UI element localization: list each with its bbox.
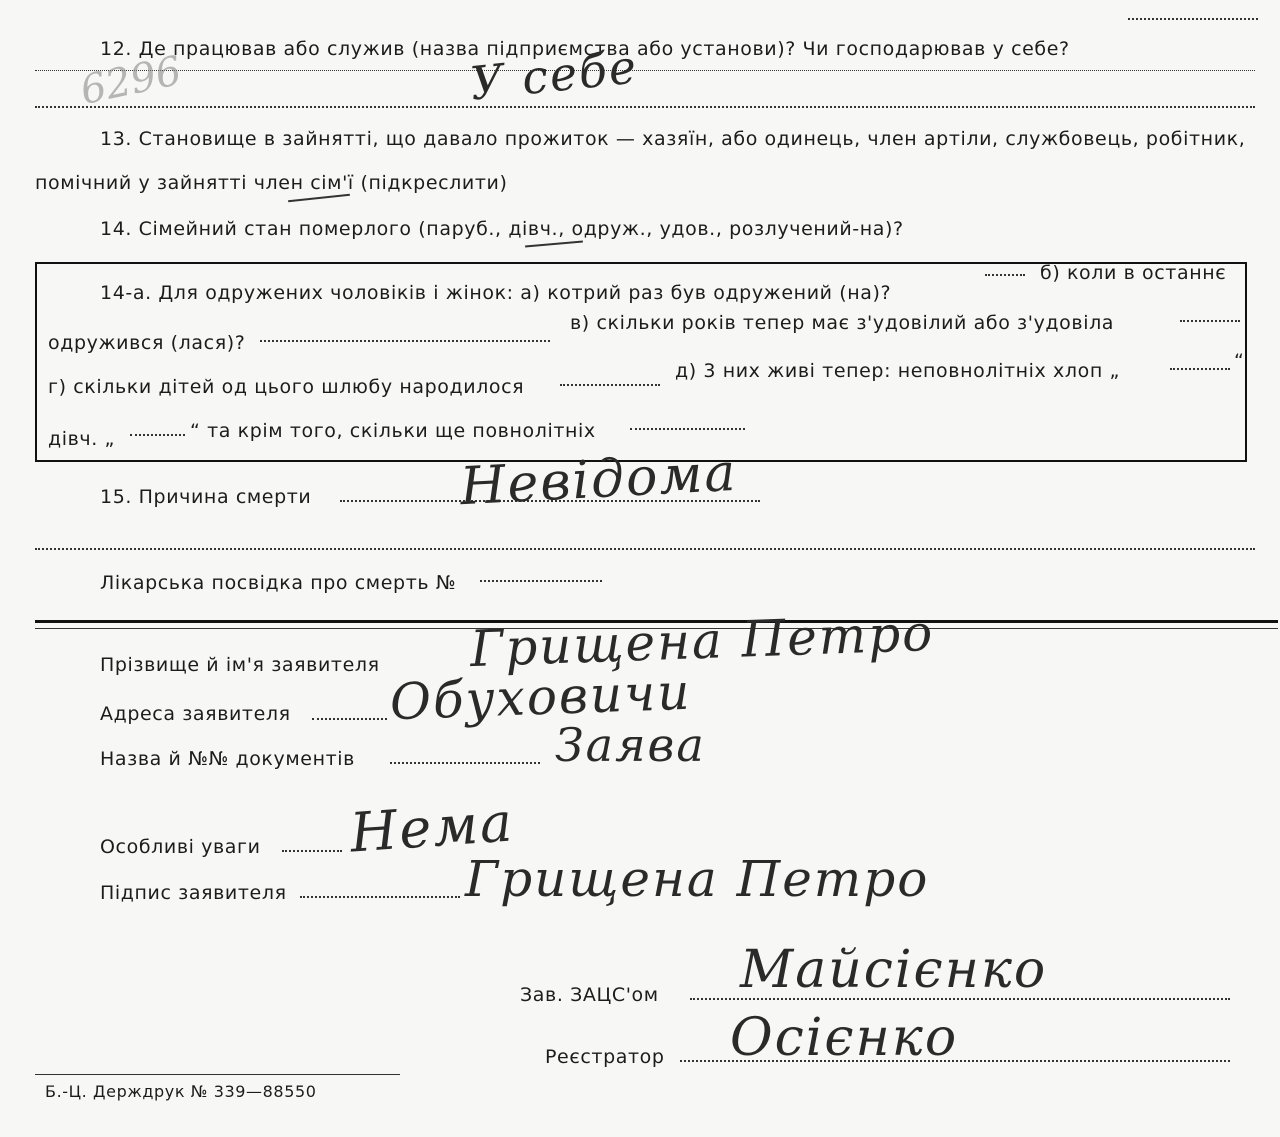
q14a-line4-b: “ та крім того, скільки ще повнолітніх xyxy=(190,420,596,442)
q13-underline-member xyxy=(288,194,350,202)
q14a-line1-a: 14-а. Для одружених чоловіків і жінок: а) котрий раз був одружений (на)? xyxy=(100,282,892,304)
applicant-address-label: Адреса заявителя xyxy=(100,703,291,725)
applicant-signature: Грищена Петро xyxy=(465,850,930,908)
special-notes-handwritten: Нема xyxy=(348,790,517,865)
footer-rule xyxy=(35,1074,400,1075)
registrar-label: Реєстратор xyxy=(545,1046,665,1068)
applicant-signature-line[interactable] xyxy=(300,896,460,898)
registry-head-label: Зав. ЗАЦС'ом xyxy=(520,984,659,1006)
q14a-line1-b: б) коли в останнє xyxy=(1040,262,1227,284)
applicant-name-label: Прізвище й ім'я заявителя xyxy=(100,654,380,676)
q14a-dots-3[interactable] xyxy=(1180,320,1240,322)
q14a-dots-6[interactable] xyxy=(130,434,185,436)
documents-label: Назва й №№ документів xyxy=(100,748,355,770)
q14a-line2-b: в) скільки років тепер має з'удовілий або з'удовіла xyxy=(570,312,1115,334)
documents-line[interactable] xyxy=(390,762,540,764)
q12-dots-end xyxy=(1128,18,1258,20)
q12-answer-handwritten: У себе xyxy=(467,39,641,111)
q12-dots-row xyxy=(35,70,1255,71)
q14a-dots-5[interactable] xyxy=(1170,368,1230,370)
q12-label: 12. Де працював або служив (назва підприємства або установи)? Чи господарював у себе? xyxy=(100,38,1070,60)
medical-cert-number-line[interactable] xyxy=(480,580,602,582)
q14a-line2-a: одружився (лася)? xyxy=(48,332,246,354)
special-notes-line[interactable] xyxy=(282,850,342,852)
q13-label-line2: помічний у зайнятті член сім'ї (підкреслити) xyxy=(35,172,508,194)
applicant-signature-label: Підпис заявителя xyxy=(100,882,287,904)
applicant-name-handwritten: Грищена Петро xyxy=(469,603,936,679)
q14a-line3-b: д) 3 них живі тепер: неповнолітніх хлоп „ xyxy=(675,360,1120,382)
printer-imprint: Б.-Ц. Держдрук № 339—88550 xyxy=(45,1082,317,1101)
q15-answer-handwritten: Невідома xyxy=(458,442,739,518)
q14a-dots-2[interactable] xyxy=(260,340,550,342)
q14a-dots-1[interactable] xyxy=(985,274,1025,276)
q14-label: 14. Сімейний стан померлого (паруб., дівч., одруж., удов., розлучений-на)? xyxy=(100,218,904,240)
documents-handwritten: Заява xyxy=(555,718,706,772)
q14-underline-girl xyxy=(525,240,583,247)
q14a-line3-c: “ xyxy=(1234,350,1245,372)
q14a-line4-a: дівч. „ xyxy=(48,428,115,450)
q12-answer-line[interactable] xyxy=(35,106,1255,108)
medical-cert-label: Лікарська посвідка про смерть № xyxy=(100,572,457,594)
q14a-dots-7[interactable] xyxy=(630,428,745,430)
margin-note: 6296 xyxy=(76,47,186,115)
q13-label-line1: 13. Становище в зайнятті, що давало прожиток — хазяїн, або одинець, член артіли, службовець, робітник, xyxy=(100,128,1246,150)
applicant-address-line[interactable] xyxy=(312,718,387,720)
q15-dots-row[interactable] xyxy=(35,548,1255,550)
registry-head-signature: Майсієнко xyxy=(740,940,1048,1000)
registrar-signature: Осієнко xyxy=(730,1008,959,1068)
applicant-address-handwritten: Обуховичи xyxy=(389,662,693,732)
q14a-dots-4[interactable] xyxy=(560,384,660,386)
q14a-line3-a: г) скільки дітей од цього шлюбу народилося xyxy=(48,376,525,398)
q15-label: 15. Причина смерти xyxy=(100,486,312,508)
special-notes-label: Особливі уваги xyxy=(100,836,261,858)
